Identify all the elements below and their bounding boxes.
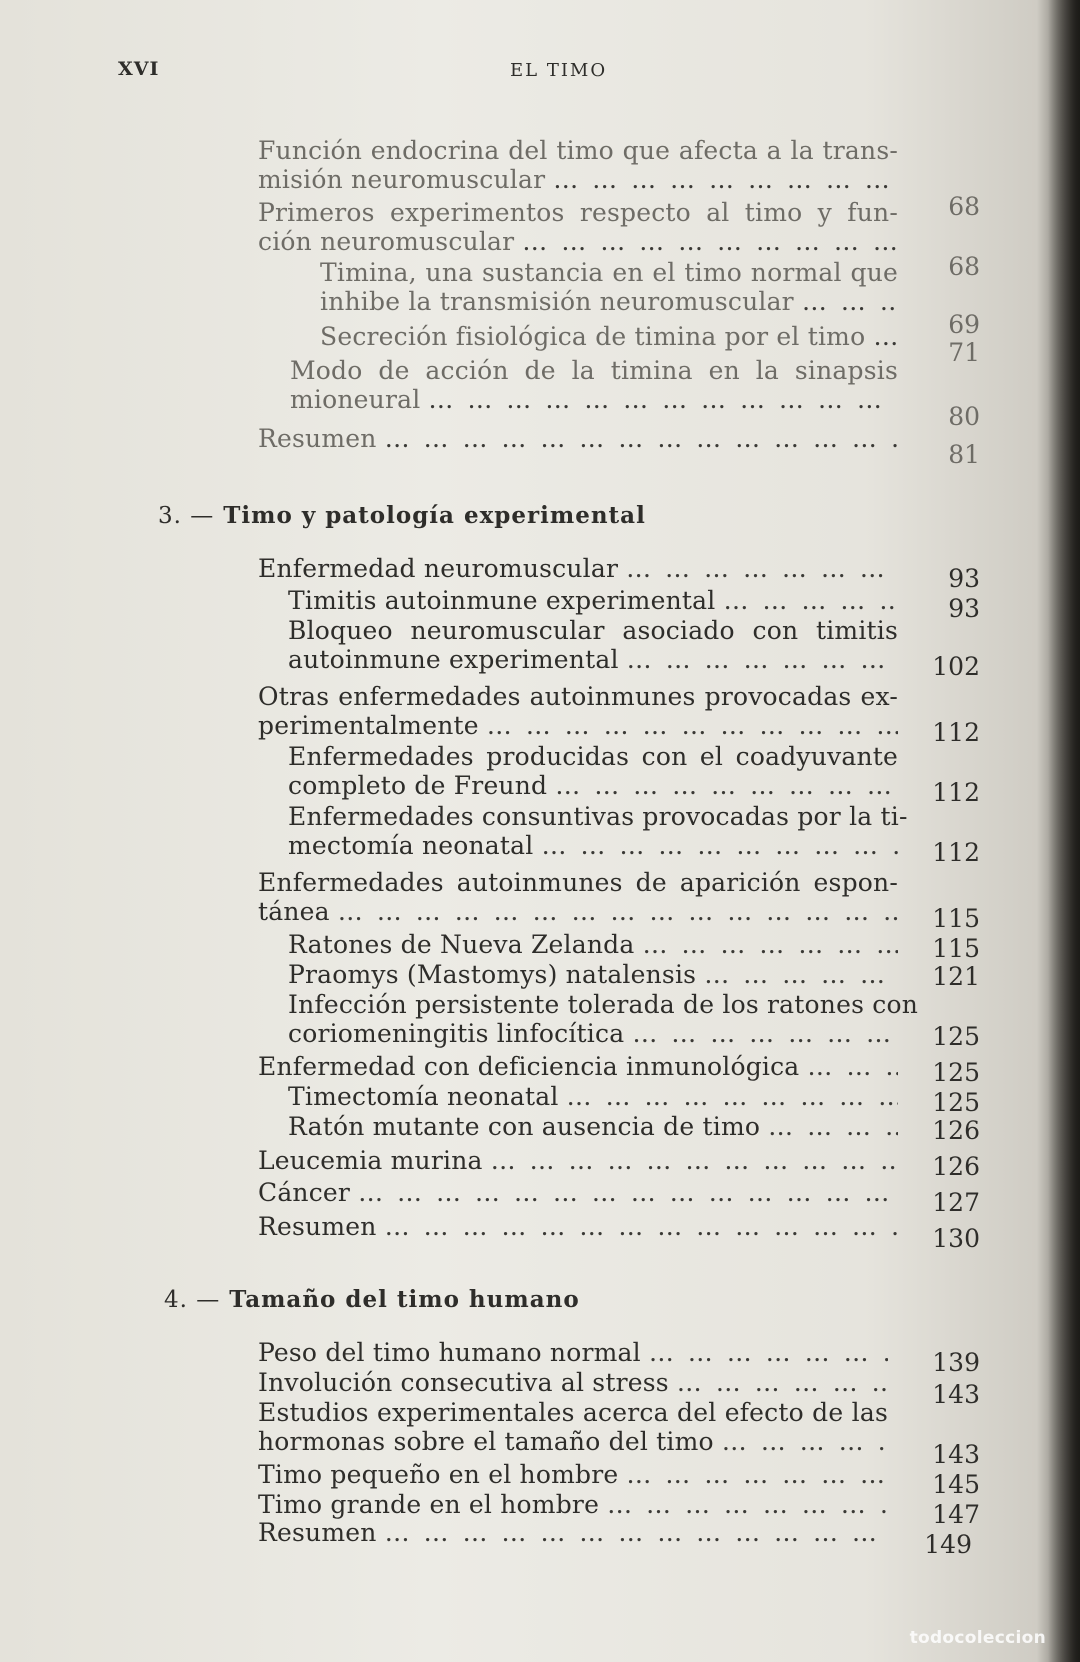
page-number: 115: [932, 904, 980, 933]
toc-entry: Resumen … … … … … … … … … … … … … … … … … … … … … … … … …: [258, 1518, 888, 1547]
page-number: 69: [948, 310, 980, 339]
page-number: 80: [948, 402, 980, 431]
toc-entry: Ratón mutante con ausencia de timo … … … … … … … … … … … … … … … … … … … … … … … … …: [288, 1112, 898, 1141]
toc-entry: Enfermedades producidas con el coadyuvante completo de Freund … … … … … … … … … … … … … … … … … … … … … … … … …: [288, 742, 898, 800]
toc-entry: Timectomía neonatal … … … … … … … … … … … … … … … … … … … … … … … … …: [288, 1082, 898, 1111]
toc-entry: Cáncer … … … … … … … … … … … … … … … … … … … … … … … … …: [258, 1178, 898, 1207]
toc-entry: Bloqueo neuromuscular asociado con timitis autoinmune experimental … … … … … … … … … … … … … … … … … … … … … … … … …: [288, 616, 898, 674]
page-number: 139: [932, 1348, 980, 1377]
watermark: todocoleccion: [909, 1628, 1046, 1648]
toc-entry: Leucemia murina … … … … … … … … … … … … … … … … … … … … … … … … …: [258, 1146, 898, 1175]
page-folio: XVI: [118, 58, 160, 80]
toc-entry: Praomys (Mastomys) natalensis … … … … … … … … … … … … … … … … … … … … … … … … …: [288, 960, 898, 989]
page-number: 68: [948, 252, 980, 281]
toc-entry: Infección persistente tolerada de los ratones con coriomeningitis linfocítica … … … … … … … … … … … … … … … … … … … … … … … … …: [288, 990, 898, 1048]
section-heading: 4. — Tamaño del timo humano: [164, 1286, 580, 1313]
page-number: 126: [932, 1152, 980, 1181]
toc-entry: Estudios experimentales acerca del efecto de las hormonas sobre el tamaño del timo … … … … … … … … … … … … … … … … … … … … … … … … …: [258, 1398, 888, 1456]
toc-entry: Timina, una sustancia en el timo normal que inhibe la transmisión neuromuscular … … … … … … … … … … … … … … … … … … … … … … … … …: [320, 258, 898, 316]
toc-entry: Timo pequeño en el hombre … … … … … … … … … … … … … … … … … … … … … … … … …: [258, 1460, 888, 1489]
toc-entry: Secreción fisiológica de timina por el timo … … … … … … … … … … … … … … … … … … … … … … … … …: [320, 322, 898, 351]
section-heading: 3. — Timo y patología experimental: [158, 502, 646, 529]
page-number: 71: [948, 338, 980, 367]
page-number: 125: [932, 1058, 980, 1087]
toc-entry: Primeros experimentos respecto al timo y fun- ción neuromuscular … … … … … … … … … … … … … … … … … … … … … … … … …: [258, 198, 898, 256]
page-number: 149: [924, 1530, 972, 1559]
page-number: 102: [932, 652, 980, 681]
toc-entry: Peso del timo humano normal … … … … … … … … … … … … … … … … … … … … … … … … …: [258, 1338, 888, 1367]
page-number: 126: [932, 1116, 980, 1145]
page-number: 127: [932, 1188, 980, 1217]
toc-entry: Timo grande en el hombre … … … … … … … … … … … … … … … … … … … … … … … … …: [258, 1490, 888, 1519]
page-number: 115: [932, 934, 980, 963]
toc-entry: Timitis autoinmune experimental … … … … … … … … … … … … … … … … … … … … … … … … …: [288, 586, 898, 615]
page-number: 125: [932, 1022, 980, 1051]
page-number: 112: [932, 718, 980, 747]
page-number: 147: [932, 1500, 980, 1529]
toc-entry: Resumen … … … … … … … … … … … … … … … … … … … … … … … … …: [258, 1212, 898, 1241]
page-number: 112: [932, 838, 980, 867]
toc-entry: Función endocrina del timo que afecta a la trans- misión neuromuscular … … … … … … … … … … … … … … … … … … … … … … … … …: [258, 136, 898, 194]
toc-entry: Ratones de Nueva Zelanda … … … … … … … … … … … … … … … … … … … … … … … … …: [288, 930, 898, 959]
page-number: 121: [932, 962, 980, 991]
page-number: 145: [932, 1470, 980, 1499]
toc-entry: Enfermedades consuntivas provocadas por la ti- mectomía neonatal … … … … … … … … … … … … … … … … … … … … … … … … …: [288, 802, 898, 860]
toc-entry: Enfermedades autoinmunes de aparición espon- tánea … … … … … … … … … … … … … … … … … … … … … … … … …: [258, 868, 898, 926]
page-number: 130: [932, 1224, 980, 1253]
page-number: 112: [932, 778, 980, 807]
page-number: 143: [932, 1440, 980, 1469]
running-title: EL TIMO: [510, 60, 608, 81]
page-number: 125: [932, 1088, 980, 1117]
toc-entry: Involución consecutiva al stress … … … … … … … … … … … … … … … … … … … … … … … … …: [258, 1368, 888, 1397]
page-number: 68: [948, 192, 980, 221]
page-number: 93: [948, 594, 980, 623]
toc-entry: Enfermedad con deficiencia inmunológica … … … … … … … … … … … … … … … … … … … … … … … … …: [258, 1052, 898, 1081]
page-number: 81: [948, 440, 980, 469]
toc-entry: Modo de acción de la timina en la sinapsis mioneural … … … … … … … … … … … … … … … … … … … … … … … … …: [290, 356, 898, 414]
toc-entry: Otras enfermedades autoinmunes provocadas ex- perimentalmente … … … … … … … … … … … … … … … … … … … … … … … … …: [258, 682, 898, 740]
toc-entry: Resumen … … … … … … … … … … … … … … … … … … … … … … … … …: [258, 424, 898, 453]
page-number: 93: [948, 564, 980, 593]
page-number: 143: [932, 1380, 980, 1409]
toc-entry: Enfermedad neuromuscular … … … … … … … … … … … … … … … … … … … … … … … … …: [258, 554, 898, 583]
